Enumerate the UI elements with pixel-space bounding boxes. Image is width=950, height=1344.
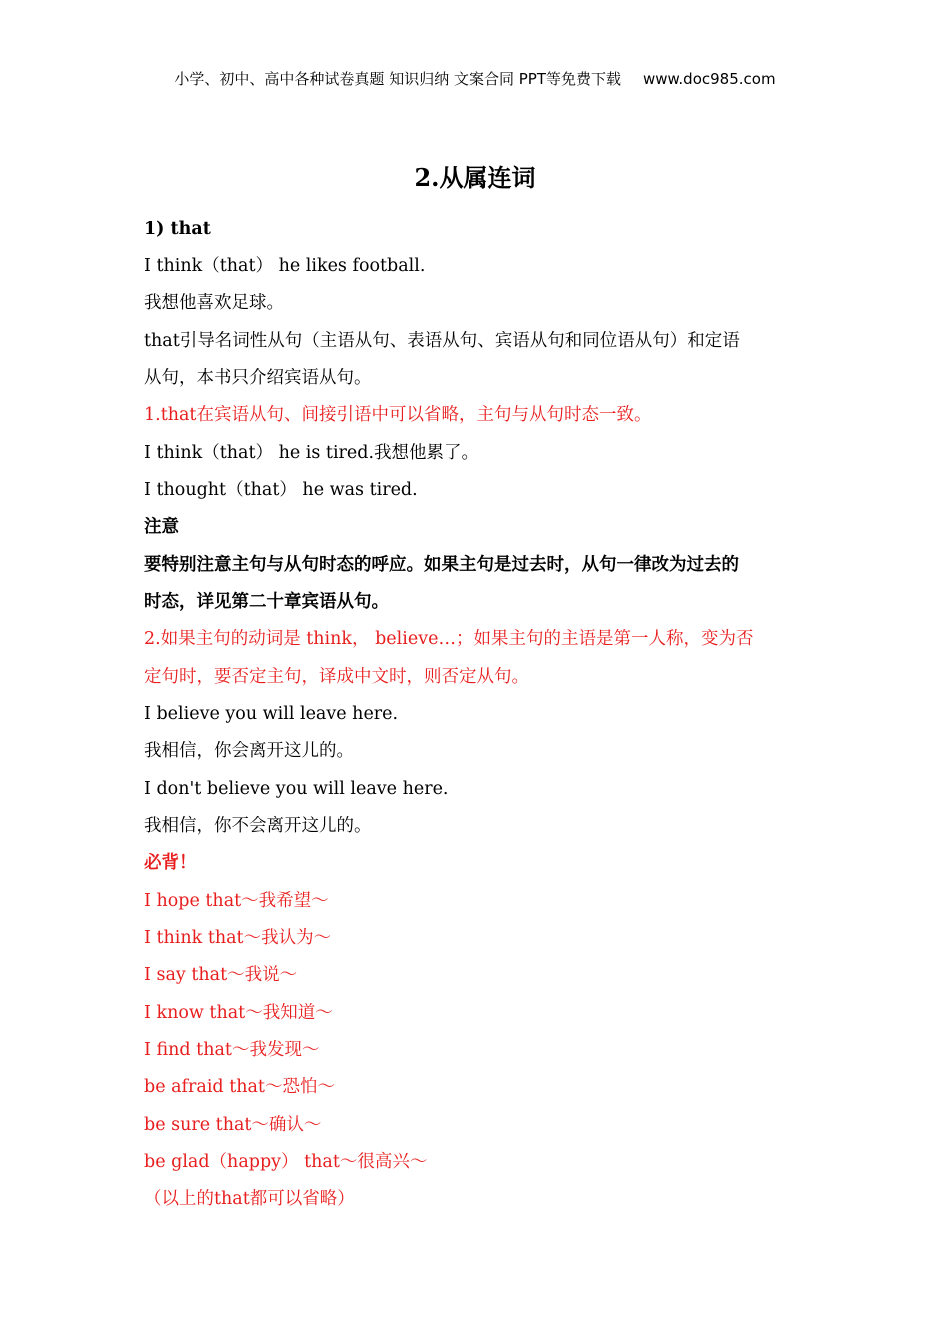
explanation-line: 从句，本书只介绍宾语从句。 [144,368,372,388]
example-sentence: I believe you will leave here. [144,704,399,724]
rule-2: 2.如果主句的动词是 think， believe…；如果主句的主语是第一人称，变为否 [144,629,754,649]
page-title: 2.从属连词 [414,163,536,192]
example-sentence: I don't believe you will leave here. [144,779,449,799]
explanation-line: that引导名词性从句（主语从句、表语从句、宾语从句和同位语从句）和定语 [144,331,740,351]
phrase-item: be afraid that～恐怕～ [144,1077,335,1097]
phrase-item: I know that～我知道～ [144,1003,333,1023]
phrase-item: I say that～我说～ [144,965,298,985]
example-sentence: I think（that） he is tired.我想他累了。 [144,443,480,463]
must-memorize-heading: 必背！ [144,853,197,873]
rule-2: 定句时，要否定主句，译成中文时，则否定从句。 [144,667,529,687]
phrase-item: I hope that～我希望～ [144,891,329,911]
phrase-item: be sure that～确认～ [144,1115,322,1135]
header-text: 小学、初中、高中各种试卷真题 知识归纳 文案合同 PPT等免费下载 [174,70,621,88]
translation: 我相信，你不会离开这儿的。 [144,816,372,836]
translation: 我想他喜欢足球。 [144,293,284,313]
note-text: 时态，详见第二十章宾语从句。 [144,592,389,612]
rule-1: 1.that在宾语从句、间接引语中可以省略，主句与从句时态一致。 [144,405,652,425]
page-header [0,68,950,89]
translation: 我相信，你会离开这儿的。 [144,741,354,761]
phrase-item: I find that～我发现～ [144,1040,320,1060]
example-sentence: I thought（that） he was tired. [144,480,418,500]
header-url: www.doc985.com [642,70,776,88]
note-text: 要特别注意主句与从句时态的呼应。如果主句是过去时，从句一律改为过去的 [144,555,739,575]
section-heading: 1) that [144,219,211,239]
phrase-item: I think that～我认为～ [144,928,332,948]
phrase-item: be glad（happy） that～很高兴～ [144,1152,428,1172]
omission-note: （以上的that都可以省略） [144,1189,355,1209]
example-sentence: I think（that） he likes football. [144,256,426,276]
note-heading: 注意 [144,517,179,537]
